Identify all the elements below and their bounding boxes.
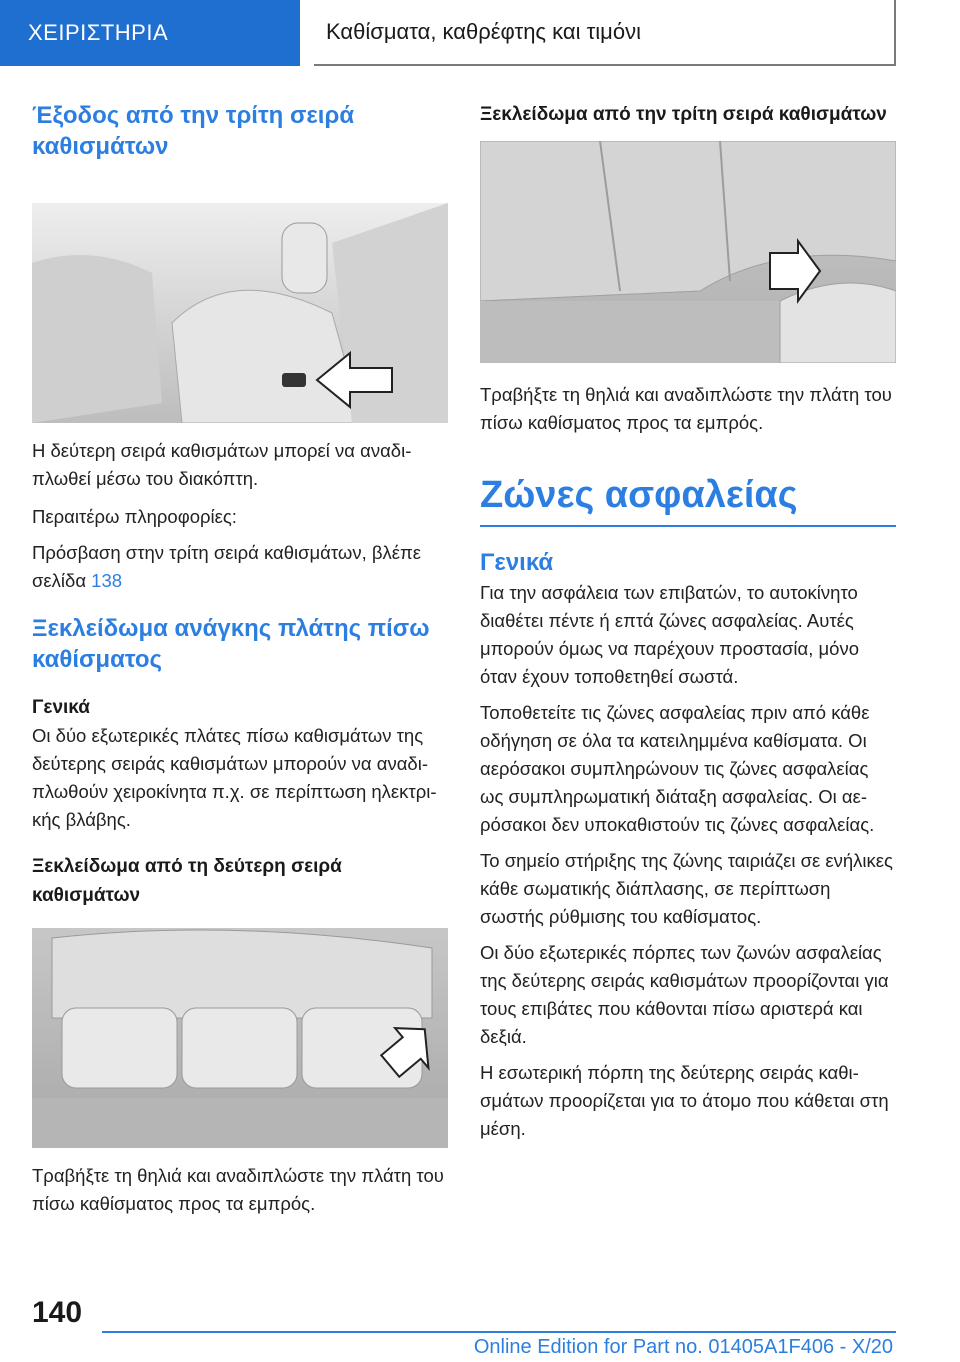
page-link[interactable]: 138	[91, 570, 123, 591]
section-title-seat-belts: Ζώνες ασφαλείας	[480, 471, 896, 527]
figure-second-row-switch	[32, 203, 448, 423]
paragraph: Τραβήξτε τη θηλιά και αναδιπλώστε την πλάτη του πίσω καθίσματος προς τα εμπρός.	[32, 1165, 444, 1214]
heading-unlock-second-row: Ξεκλείδωμα από τη δεύτερη σειρά καθισμάτων	[32, 856, 342, 906]
footer-divider	[102, 1331, 896, 1333]
paragraph: Περαιτέρω πληροφορίες:	[32, 506, 237, 527]
paragraph: Η δεύτερη σειρά καθισμάτων μπορεί να αναδιπλωθεί μέσω του διακόπτη.	[32, 440, 412, 489]
paragraph: Τοποθετείτε τις ζώνες ασφαλείας πριν από κάθε οδήγηση σε όλα τα κατειλημμένα καθίσματα. Οι αερόσακοι συμπληρώνουν τις ζώνες ασφαλείας ως συμπληρωματική διάταξη ασφαλείας. Οι αερόσακοι δεν υποκαθιστούν τις ζώνες ασφαλείας.	[480, 702, 875, 835]
heading-general: Γενικά	[32, 697, 90, 718]
page-number: 140	[32, 1296, 83, 1329]
paragraph: Οι δύο εξωτερικές πλάτες πίσω καθισμάτων της δεύτερης σειράς καθισμάτων μπορούν να αναδιπλωθούν χειροκίνητα π.χ. σε περίπτωση ηλεκτρικής βλάβης.	[32, 725, 437, 830]
paragraph: Οι δύο εξωτερικές πόρπες των ζωνών ασφαλείας της δεύτερης σειράς καθισμάτων προορίζονται για τους επιβάτες που κάθονται πίσω αριστερά και δεξιά.	[480, 942, 889, 1047]
paragraph: Για την ασφάλεια των επιβατών, το αυτοκίνητο διαθέτει πέντε ή επτά ζώνες ασφαλείας. Αυτές μπορούν όμως να παρέχουν προστασία, μόνο όταν έχουν τοποθετηθεί σωστά.	[480, 582, 860, 687]
heading-emergency-unlock: Ξεκλείδωμα ανάγκης πλάτης πίσω καθίσματος	[32, 615, 430, 673]
paragraph: Η εσωτερική πόρπη της δεύτερης σειράς καθισμάτων προορίζεται για το άτομο που κάθεται στη μέση.	[480, 1062, 889, 1139]
footer-edition: Online Edition for Part no. 01405A1F406 - X/20	[473, 1336, 893, 1358]
heading-unlock-third-row: Ξεκλείδωμα από την τρίτη σειρά καθισμάτων	[480, 104, 887, 125]
left-column	[32, 100, 448, 1218]
paragraph-cross-reference: Πρόσβαση στην τρίτη σειρά καθισμάτων, βλέπε σελίδα 138	[32, 542, 422, 591]
figure-third-row-loop	[480, 141, 896, 363]
paragraph: Το σημείο στήριξης της ζώνης ταιριάζει σε ενήλικες κάθε σωματικής διάπλασης, σε περίπτωση σωστής ρύθμισης του καθίσματος.	[480, 850, 893, 927]
paragraph: Τραβήξτε τη θηλιά και αναδιπλώστε την πλάτη του πίσω καθίσματος προς τα εμπρός.	[480, 384, 892, 433]
right-column	[480, 100, 896, 1143]
figure-second-row-loop	[32, 928, 448, 1148]
chapter-title: Καθίσματα, καθρέφτης και τιμόνι	[314, 0, 896, 66]
heading-exit-third-row: Έξοδος από την τρίτη σειρά καθισμάτων	[32, 102, 355, 160]
heading-general: Γενικά	[480, 549, 554, 576]
section-tab: ΧΕΙΡΙΣΤΗΡΙΑ	[0, 0, 300, 66]
